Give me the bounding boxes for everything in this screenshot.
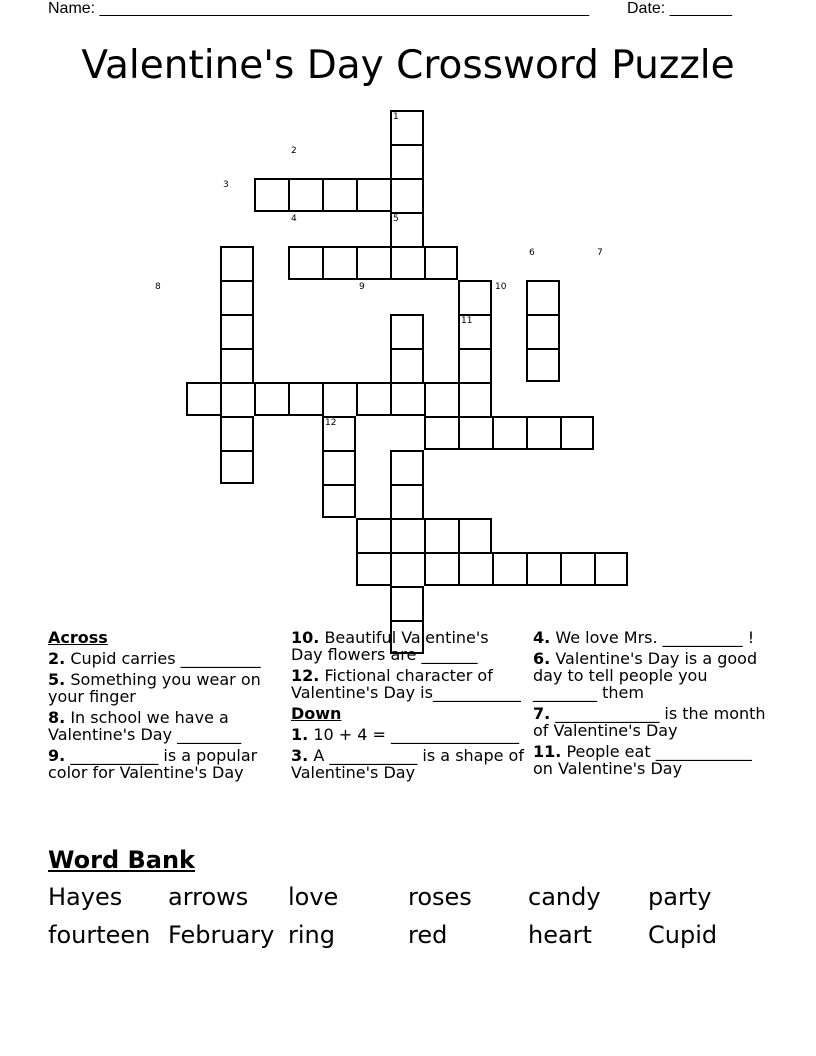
crossword-cell[interactable] <box>526 416 560 450</box>
clue-across-8 <box>48 709 284 743</box>
clue-text: We love Mrs. __________ ! <box>555 628 755 647</box>
crossword-cell[interactable] <box>390 178 424 212</box>
clue-across-12 <box>291 667 525 701</box>
crossword-cell[interactable] <box>458 552 492 586</box>
clue-number: 6. <box>533 649 551 668</box>
crossword-cell[interactable] <box>560 552 594 586</box>
word-bank-word: heart <box>528 921 592 949</box>
word-bank-word: love <box>288 883 339 911</box>
clue-text: Cupid carries __________ <box>70 649 261 668</box>
clue-number-label: 6 <box>529 248 535 258</box>
clues-column-1 <box>48 629 284 785</box>
clue-number: 5. <box>48 670 66 689</box>
crossword-cell[interactable] <box>322 246 356 280</box>
clue-number: 11. <box>533 742 562 761</box>
crossword-cell[interactable] <box>492 552 526 586</box>
word-bank-word: Hayes <box>48 883 123 911</box>
down-heading: Down <box>291 704 342 723</box>
crossword-cell[interactable] <box>458 518 492 552</box>
clue-down-11 <box>533 743 769 777</box>
clue-down-1 <box>291 726 525 743</box>
crossword-cell[interactable] <box>220 450 254 484</box>
clue-number-label: 3 <box>223 180 229 190</box>
clue-down-7 <box>533 705 769 739</box>
page-title: Valentine's Day Crossword Puzzle <box>81 43 735 88</box>
word-bank-word: roses <box>408 883 472 911</box>
clue-text: 10 + 4 = ________________ <box>313 725 520 744</box>
crossword-cell[interactable] <box>424 518 458 552</box>
crossword-cell[interactable] <box>220 382 254 416</box>
crossword-cell[interactable] <box>424 246 458 280</box>
clue-number: 10. <box>291 628 320 647</box>
clue-number: 9. <box>48 746 66 765</box>
crossword-cell[interactable] <box>390 246 424 280</box>
clue-text: Beautiful Valentine's Day flowers are _______ <box>291 628 489 664</box>
crossword-cell[interactable] <box>322 382 356 416</box>
crossword-cell[interactable] <box>356 518 390 552</box>
crossword-cell[interactable] <box>526 280 560 314</box>
clue-number: 3. <box>291 746 309 765</box>
crossword-cell[interactable] <box>458 280 492 314</box>
clue-number-label: 12 <box>325 418 337 428</box>
clue-text: Something you wear on your finger <box>48 670 261 706</box>
clue-down-3 <box>291 747 525 781</box>
date-field-label[interactable]: Date: _______ <box>627 0 732 17</box>
across-heading: Across <box>48 628 108 647</box>
word-bank-word: Cupid <box>648 921 718 949</box>
crossword-cell[interactable] <box>458 348 492 382</box>
crossword-cell[interactable] <box>560 416 594 450</box>
crossword-cell[interactable] <box>390 552 424 586</box>
clue-text: People eat ____________ on Valentine's Day <box>533 742 752 778</box>
clue-text: In school we have a Valentine's Day ________ <box>48 708 242 744</box>
clue-number-label: 2 <box>291 146 297 156</box>
word-bank-word: candy <box>528 883 601 911</box>
clue-number-label: 4 <box>291 214 297 224</box>
crossword-cell[interactable] <box>254 382 288 416</box>
crossword-cell[interactable] <box>356 552 390 586</box>
crossword-cell[interactable] <box>220 314 254 348</box>
crossword-cell[interactable] <box>322 178 356 212</box>
clue-number-label: 7 <box>597 248 603 258</box>
clue-text: ___________ is a popular color for Valentine's Day <box>48 746 258 782</box>
word-bank-word: February <box>168 921 275 949</box>
clue-across-9 <box>48 747 284 781</box>
word-bank-word: arrows <box>168 883 249 911</box>
crossword-cell[interactable] <box>390 484 424 518</box>
crossword-cell[interactable] <box>458 416 492 450</box>
crossword-cell[interactable] <box>526 348 560 382</box>
crossword-cell[interactable] <box>390 450 424 484</box>
crossword-cell[interactable] <box>322 450 356 484</box>
clue-number: 4. <box>533 628 551 647</box>
word-bank-word: party <box>648 883 712 911</box>
crossword-cell[interactable] <box>390 382 424 416</box>
crossword-cell[interactable] <box>254 178 288 212</box>
crossword-cell[interactable] <box>492 416 526 450</box>
clue-across-10 <box>291 629 525 663</box>
crossword-cell[interactable] <box>526 552 560 586</box>
clue-across-5 <box>48 671 284 705</box>
clue-number: 8. <box>48 708 66 727</box>
word-bank-word: red <box>408 921 448 949</box>
crossword-cell[interactable] <box>424 416 458 450</box>
crossword-cell[interactable] <box>322 484 356 518</box>
crossword-cell[interactable] <box>288 178 322 212</box>
crossword-cell[interactable] <box>186 382 220 416</box>
crossword-cell[interactable] <box>526 314 560 348</box>
crossword-cell[interactable] <box>288 382 322 416</box>
crossword-cell[interactable] <box>390 314 424 348</box>
crossword-cell[interactable] <box>424 382 458 416</box>
clue-text: _____________ is the month of Valentine's Day <box>533 704 766 740</box>
word-bank-word: fourteen <box>48 921 151 949</box>
clue-text: Fictional character of Valentine's Day is___________ <box>291 666 521 702</box>
crossword-cell[interactable] <box>424 552 458 586</box>
crossword-cell[interactable] <box>220 280 254 314</box>
crossword-cell[interactable] <box>390 586 424 620</box>
clue-number-label: 11 <box>461 316 473 326</box>
clues-column-2 <box>291 629 525 785</box>
clue-text: Valentine's Day is a good day to tell people you ________ them <box>533 649 758 702</box>
crossword-cell[interactable] <box>356 178 390 212</box>
crossword-cell[interactable] <box>288 246 322 280</box>
clue-text: A ___________ is a shape of Valentine's Day <box>291 746 524 782</box>
clue-number-label: 8 <box>155 282 161 292</box>
clue-down-6 <box>533 650 769 701</box>
crossword-cell[interactable] <box>594 552 628 586</box>
crossword-cell[interactable] <box>220 246 254 280</box>
word-bank-title: Word Bank <box>48 846 196 874</box>
clue-number: 1. <box>291 725 309 744</box>
word-bank-word: ring <box>288 921 335 949</box>
crossword-cell[interactable] <box>458 382 492 416</box>
clue-number-label: 9 <box>359 282 365 292</box>
clue-across-2 <box>48 650 284 667</box>
clue-number: 2. <box>48 649 66 668</box>
crossword-cell[interactable] <box>220 416 254 450</box>
crossword-cell[interactable] <box>390 348 424 382</box>
crossword-cell[interactable] <box>390 518 424 552</box>
clue-number: 7. <box>533 704 551 723</box>
crossword-cell[interactable] <box>356 382 390 416</box>
crossword-cell[interactable] <box>220 348 254 382</box>
clue-number-label: 5 <box>393 214 399 224</box>
crossword-cell[interactable] <box>390 144 424 178</box>
clue-number-label: 1 <box>393 112 399 122</box>
clue-down-4 <box>533 629 769 646</box>
clue-number-label: 10 <box>495 282 507 292</box>
crossword-cell[interactable] <box>356 246 390 280</box>
name-field-label[interactable]: Name: _______________________________________________________ <box>48 0 589 17</box>
clues-column-3 <box>533 629 769 781</box>
clue-number: 12. <box>291 666 320 685</box>
